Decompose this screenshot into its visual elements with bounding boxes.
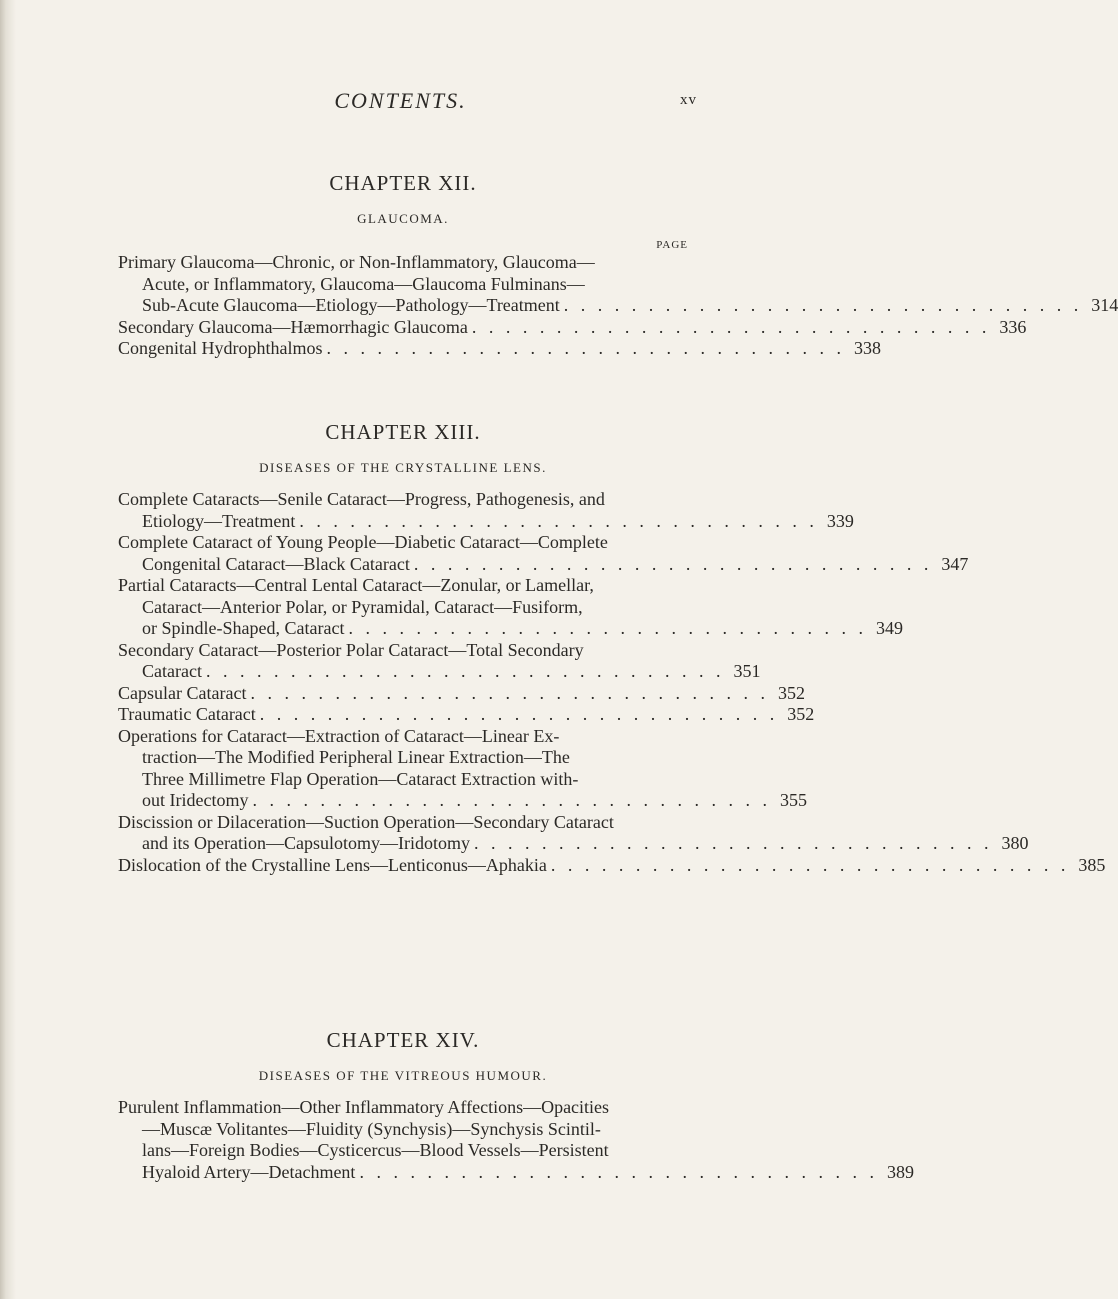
contents-entries [118, 489, 1106, 876]
toc-entry-text: Three Millimetre Flap Operation—Cataract Extraction with- [142, 768, 579, 789]
toc-entry [118, 704, 815, 726]
page-folio: xv [680, 92, 697, 108]
toc-page-number: 352 [787, 704, 815, 724]
toc-entry-text: —Muscæ Volitantes—Fluidity (Synchysis)—Synchysis Scintil- [142, 1118, 601, 1139]
toc-entry [118, 811, 1029, 855]
toc-page-number: 338 [853, 338, 881, 358]
toc-entry-line [118, 854, 1106, 877]
toc-entry-line [118, 812, 688, 834]
page-binding-edge [0, 0, 16, 1299]
toc-entry [118, 338, 881, 360]
toc-entry-text: or Spindle-Shaped, Cataract [142, 618, 345, 638]
toc-entry-text: Dislocation of the Crystalline Lens—Lenticonus—Aphakia [118, 854, 547, 875]
toc-entry-line [118, 726, 688, 748]
chapter-title: CHAPTER XII. [329, 171, 477, 195]
toc-entry-line [118, 704, 815, 726]
toc-entry-line [118, 252, 688, 274]
chapter-subtitle: DISEASES OF THE CRYSTALLINE LENS. [259, 460, 547, 475]
toc-entry-text: Traumatic Cataract [118, 704, 256, 724]
toc-entry-text: Capsular Cataract [118, 682, 247, 703]
toc-entry-text: Primary Glaucoma—Chronic, or Non-Inflammatory, Glaucoma— [118, 252, 595, 272]
toc-entry-line [118, 338, 881, 360]
toc-entry-line [118, 682, 805, 705]
toc-entry-text: traction—The Modified Peripheral Linear Extraction—The [142, 747, 570, 767]
dot-leader: . . . . . . . . . . . . . . . . . . . . . . . . . . . . . . . [413, 553, 933, 574]
toc-entry-line [118, 510, 854, 533]
chapter-xii-section [118, 168, 1118, 360]
toc-entry-text: Cataract [142, 661, 202, 681]
toc-entry-text: Operations for Cataract—Extraction of Cataract—Linear Ex- [118, 725, 560, 746]
toc-entry-text: Etiology—Treatment [142, 510, 296, 531]
toc-page-number: 389 [886, 1161, 914, 1182]
dot-leader: . . . . . . . . . . . . . . . . . . . . . . . . . . . . . . . [299, 510, 818, 531]
toc-entry-line [118, 1140, 688, 1162]
toc-entry-line [118, 661, 761, 683]
dot-leader: . . . . . . . . . . . . . . . . . . . . . . . . . . . . . . . [550, 854, 1070, 875]
dot-leader: . . . . . . . . . . . . . . . . . . . . . . . . . . . . . . . [359, 1161, 878, 1182]
toc-entry-text: Secondary Cataract—Posterior Polar Cataract—Total Secondary [118, 639, 584, 660]
chapter-xiii-section [118, 417, 1106, 876]
toc-page-number: 339 [826, 510, 854, 531]
toc-entry [118, 682, 805, 705]
chapter-title: CHAPTER XIII. [325, 420, 481, 444]
dot-leader: . . . . . . . . . . . . . . . . . . . . . . . . . . . . . . . [259, 704, 779, 724]
toc-entry-text: Discission or Dilaceration—Suction Operation—Secondary Cataract [118, 811, 614, 832]
toc-entry [118, 575, 903, 640]
toc-page-number: 352 [777, 682, 805, 703]
toc-entry-text: Congenital Hydrophthalmos [118, 338, 323, 358]
toc-entry-text: Complete Cataract of Young People—Diabetic Cataract—Complete [118, 532, 608, 552]
dot-leader: . . . . . . . . . . . . . . . . . . . . . . . . . . . . . . . [250, 682, 769, 703]
toc-entry-text: Cataract—Anterior Polar, or Pyramidal, Cataract—Fusiform, [142, 596, 583, 617]
toc-page-number: 314 [1091, 295, 1118, 315]
toc-page-number: 351 [733, 661, 761, 681]
toc-entry-line [118, 790, 807, 812]
toc-page-number: 347 [941, 553, 969, 574]
toc-entry-line [118, 489, 688, 511]
dot-leader: . . . . . . . . . . . . . . . . . . . . . . . . . . . . . . . [326, 338, 845, 358]
dot-leader: . . . . . . . . . . . . . . . . . . . . . . . . . . . . . . . [471, 316, 991, 337]
toc-entry [118, 639, 761, 683]
dot-leader: . . . . . . . . . . . . . . . . . . . . . . . . . . . . . . . [348, 618, 867, 638]
toc-entry-line [118, 769, 688, 791]
toc-entry-line [118, 597, 688, 619]
toc-entry-text: Acute, or Inflammatory, Glaucoma—Glaucoma Fulminans— [142, 273, 585, 294]
toc-entry-line [118, 1097, 688, 1119]
toc-entry-text: Congenital Cataract—Black Cataract [142, 553, 410, 574]
toc-entry [118, 316, 1027, 339]
toc-entry [118, 725, 807, 812]
contents-entries [118, 252, 1118, 360]
toc-page-number: 385 [1078, 854, 1106, 875]
toc-entry [118, 1097, 914, 1183]
toc-entry [118, 532, 969, 575]
dot-leader: . . . . . . . . . . . . . . . . . . . . . . . . . . . . . . . [473, 833, 993, 853]
toc-entry-text: out Iridectomy [142, 790, 249, 810]
toc-entry [118, 489, 854, 532]
toc-entry-line [118, 640, 688, 662]
toc-entry [118, 252, 1118, 317]
toc-entry-line [118, 295, 1118, 317]
toc-entry-line [118, 316, 1027, 339]
page-column-label: PAGE [656, 239, 688, 251]
dot-leader: . . . . . . . . . . . . . . . . . . . . . . . . . . . . . . . [252, 790, 771, 810]
toc-entry-line [118, 1119, 688, 1141]
dot-leader: . . . . . . . . . . . . . . . . . . . . . . . . . . . . . . . [205, 661, 725, 681]
toc-entry-text: Partial Cataracts—Central Lental Cataract—Zonular, or Lamellar, [118, 575, 594, 595]
toc-entry-line [118, 618, 903, 640]
toc-entry-line [118, 833, 1029, 855]
toc-entry [118, 854, 1106, 877]
toc-entry-text: Purulent Inflammation—Other Inflammatory Affections—Opacities [118, 1097, 610, 1117]
running-head [0, 88, 801, 118]
toc-entry-line [118, 553, 969, 576]
contents-entries [118, 1097, 914, 1183]
toc-entry-text: and its Operation—Capsulotomy—Iridotomy [142, 833, 470, 853]
toc-entry-line [118, 1161, 914, 1184]
toc-page-number: 380 [1001, 833, 1029, 853]
chapter-xiv-section [118, 1025, 914, 1183]
chapter-subtitle: DISEASES OF THE VITREOUS HUMOUR. [258, 1068, 548, 1083]
toc-page-number: 355 [779, 790, 807, 810]
toc-entry-line [118, 575, 688, 597]
toc-entry-text: Hyaloid Artery—Detachment [142, 1161, 356, 1182]
running-title: CONTENTS. [334, 88, 467, 113]
chapter-subtitle: GLAUCOMA. [357, 211, 449, 226]
toc-entry-line [118, 532, 688, 554]
toc-page-number: 336 [999, 316, 1027, 337]
toc-entry-line [118, 274, 688, 296]
toc-entry-text: Secondary Glaucoma—Hæmorrhagic Glaucoma [118, 316, 468, 337]
toc-entry-text: Sub-Acute Glaucoma—Etiology—Pathology—Treatment [142, 295, 560, 315]
dot-leader: . . . . . . . . . . . . . . . . . . . . . . . . . . . . . . . [563, 295, 1083, 315]
toc-entry-text: lans—Foreign Bodies—Cysticercus—Blood Vessels—Persistent [142, 1140, 609, 1160]
chapter-title: CHAPTER XIV. [326, 1028, 480, 1052]
toc-page-number: 349 [875, 618, 903, 638]
toc-entry-line [118, 747, 688, 769]
toc-entry-text: Complete Cataracts—Senile Cataract—Progress, Pathogenesis, and [118, 489, 605, 509]
